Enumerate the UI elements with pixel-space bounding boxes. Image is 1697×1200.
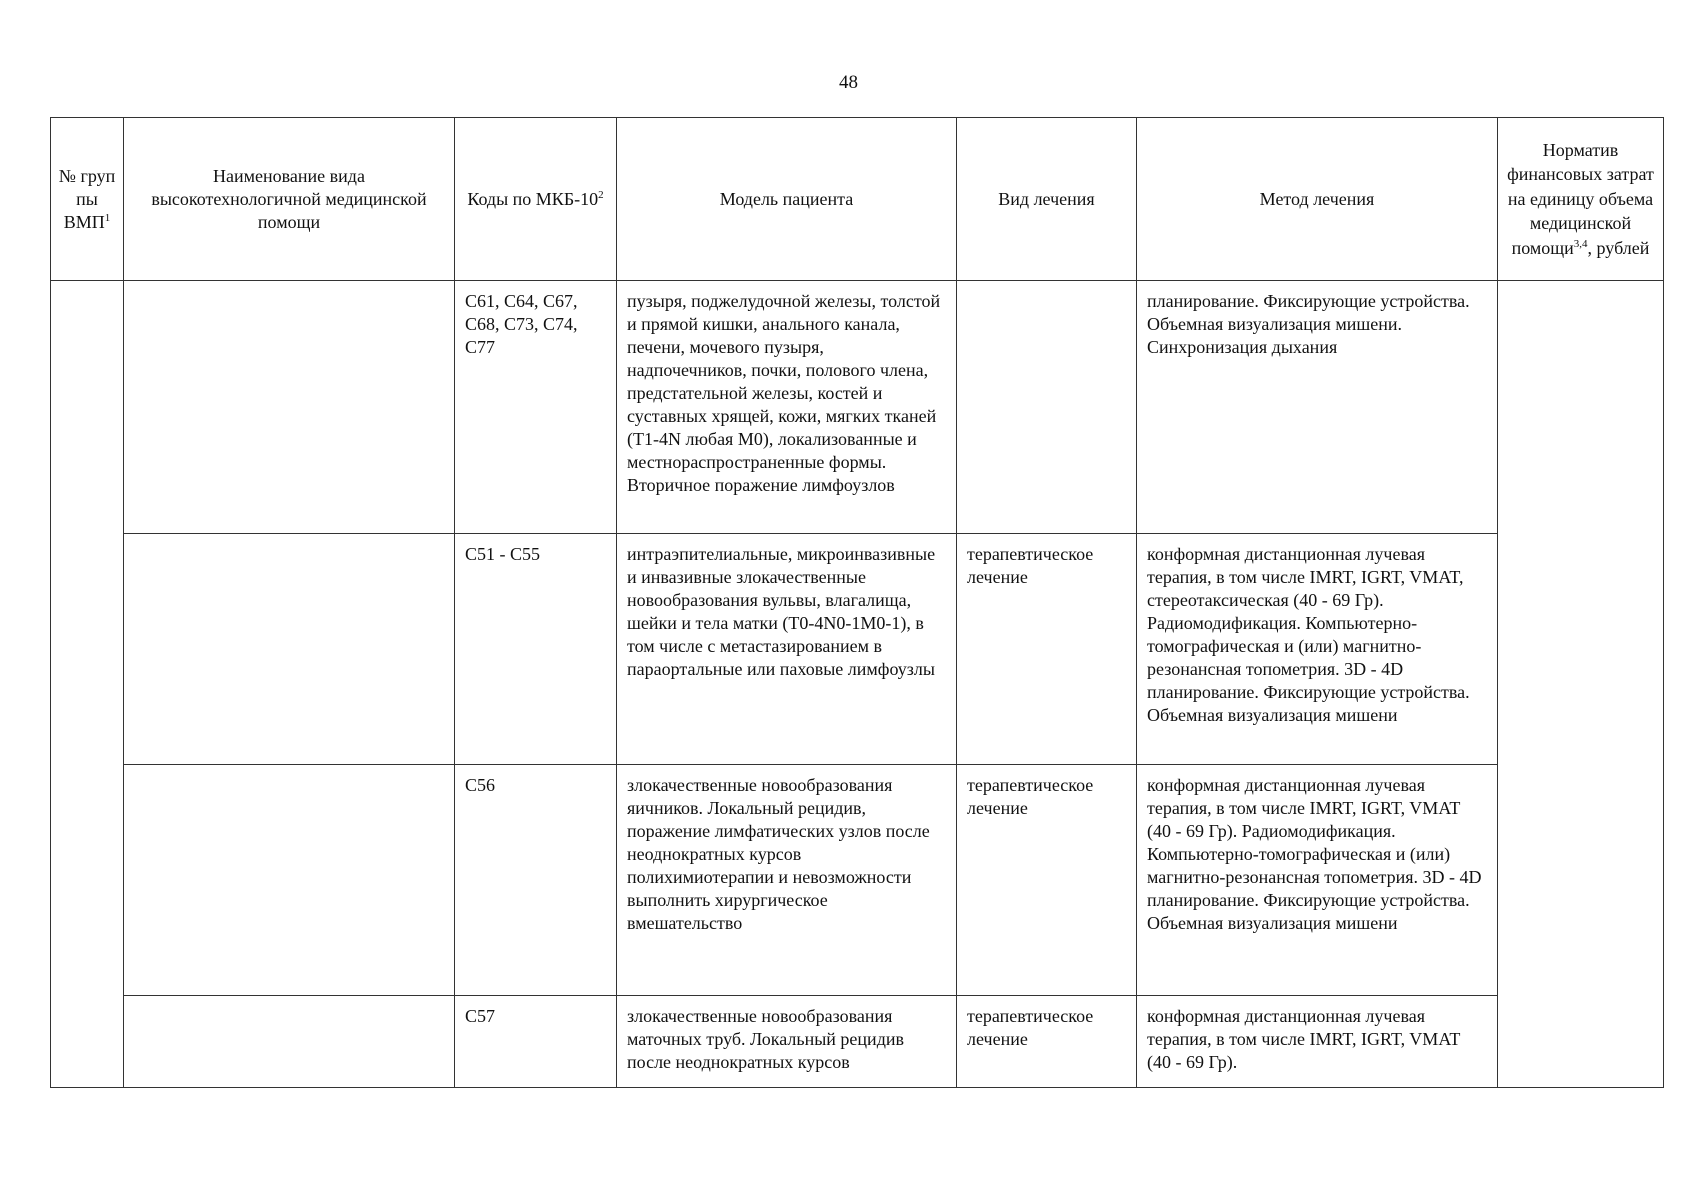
table-row	[51, 765, 1664, 996]
table-row	[51, 281, 1664, 534]
header-icd-codes: Коды по МКБ-$10^2$	[455, 118, 617, 281]
patient-model-cell: пузыря, поджелудочной железы, толстой и прямой кишки, анального канала, печени, мочевого пузыря, надпочечников, почки, полового члена, предстательной железы, костей и суставных хрящей, кожи, мягких тканей (T1-4N любая M0), локализованные и местнораспространенные формы. Вторичное поражение лимфоузлов	[617, 281, 957, 534]
treatment-method-cell: конформная дистанционная лучевая терапия, в том числе IMRT, IGRT, VMAT, стереотаксическая (40 - 69 Гр). Радиомодификация. Компьютерно-томографическая и (или) магнитно-резонансная топометрия. 3D - 4D планирование. Фиксирующие устройства. Объемная визуализация мишени	[1137, 534, 1498, 765]
treatment-method-cell: конформная дистанционная лучевая терапия, в том числе IMRT, IGRT, VMAT (40 - 69 Гр).	[1137, 996, 1498, 1088]
page-number: 48	[839, 72, 858, 93]
care-type-name-cell	[124, 765, 455, 996]
table-row	[51, 996, 1664, 1088]
treatment-type-cell: терапевтическое лечение	[957, 996, 1137, 1088]
icd-codes-cell: C56	[455, 765, 617, 996]
table-row	[51, 534, 1664, 765]
treatment-type-cell	[957, 281, 1137, 534]
icd-codes-cell: C57	[455, 996, 617, 1088]
header-cost-norm: Норматив финансовых затрат на единицу объема медицинской помощи$^{3,4}$, рублей	[1498, 118, 1664, 281]
table-header-row	[51, 118, 1664, 281]
header-patient-model: Модель пациента	[617, 118, 957, 281]
care-type-name-cell	[124, 534, 455, 765]
header-group-number: № груп пы ВМП$^1$	[51, 118, 124, 281]
treatment-method-cell: планирование. Фиксирующие устройства. Объемная визуализация мишени. Синхронизация дыхания	[1137, 281, 1498, 534]
icd-codes-cell: C61, C64, C67, C68, C73, C74, C77	[455, 281, 617, 534]
icd-codes-cell: C51 - C55	[455, 534, 617, 765]
treatment-method-cell: конформная дистанционная лучевая терапия, в том числе IMRT, IGRT, VMAT (40 - 69 Гр). Радиомодификация. Компьютерно-томографическая и (или) магнитно-резонансная топометрия. 3D - 4D планирование. Фиксирующие устройства. Объемная визуализация мишени	[1137, 765, 1498, 996]
treatment-type-cell: терапевтическое лечение	[957, 534, 1137, 765]
patient-model-cell: злокачественные новообразования маточных труб. Локальный рецидив после неоднократных курсов	[617, 996, 957, 1088]
patient-model-cell: интраэпителиальные, микроинвазивные и инвазивные злокачественные новообразования вульвы, влагалища, шейки и тела матки (T0-4N0-1M0-1), в том числе с метастазированием в параортальные или паховые лимфоузлы	[617, 534, 957, 765]
vmp-table	[50, 117, 1664, 1088]
care-type-name-cell	[124, 281, 455, 534]
treatment-type-cell: терапевтическое лечение	[957, 765, 1137, 996]
header-treatment-type: Вид лечения	[957, 118, 1137, 281]
header-treatment-method: Метод лечения	[1137, 118, 1498, 281]
care-type-name-cell	[124, 996, 455, 1088]
group-number-cell	[51, 281, 124, 1088]
cost-norm-cell	[1498, 281, 1664, 1088]
patient-model-cell: злокачественные новообразования яичников. Локальный рецидив, поражение лимфатических узлов после неоднократных курсов полихимиотерапии и невозможности выполнить хирургическое вмешательство	[617, 765, 957, 996]
header-care-type-name: Наименование вида высокотехнологичной медицинской помощи	[124, 118, 455, 281]
